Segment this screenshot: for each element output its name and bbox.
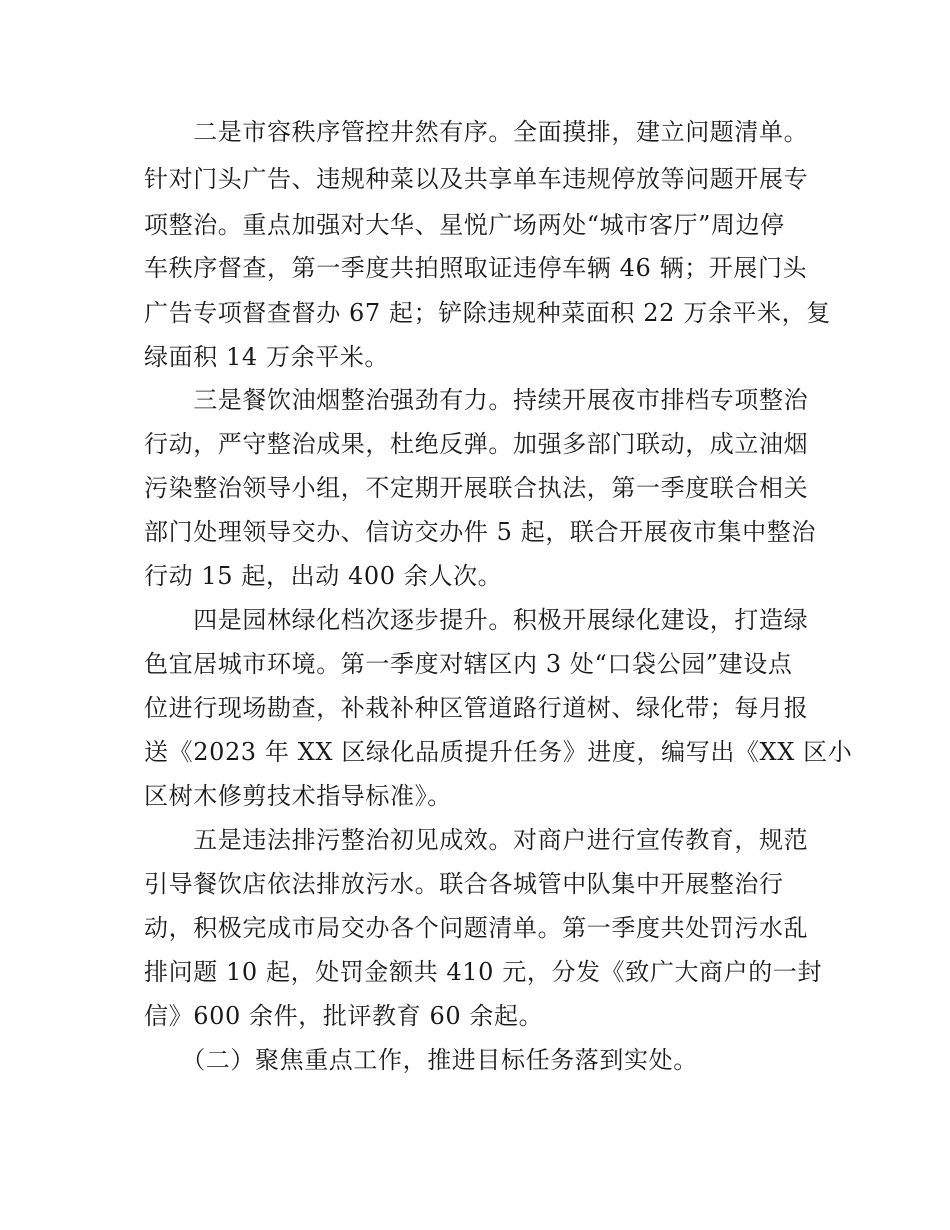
text-line: 位进行现场勘查，补栽补种区管道路行道树、绿化带；每月报 [144, 694, 809, 722]
text-line: 绿面积 14 万余平米。 [144, 343, 389, 371]
text-line: 信》600 余件，批评教育 60 余起。 [144, 1002, 544, 1030]
text-line: 项整治。重点加强对大华、星悦广场两处“城市客厅”周边停 [144, 211, 785, 239]
text-line: 四是园林绿化档次逐步提升。积极开展绿化建设，打造绿 [144, 606, 809, 634]
text-line: 行动，严守整治成果，杜绝反弹。加强多部门联动，成立油烟 [144, 430, 809, 458]
text-line: 引导餐饮店依法排放污水。联合各城管中队集中开展整治行 [144, 870, 784, 898]
text-line: 区树木修剪技术指导标准》。 [144, 782, 452, 810]
text-line: 三是餐饮油烟整治强劲有力。持续开展夜市排档专项整治 [144, 386, 809, 414]
text-line: 污染整治领导小组，不定期开展联合执法，第一季度联合相关 [144, 474, 809, 502]
section-heading: （二）聚焦重点工作，推进目标任务落到实处。 [144, 1046, 698, 1074]
text-line: 行动 15 起，出动 400 余人次。 [144, 562, 503, 590]
text-line: 动，积极完成市局交办各个问题清单。第一季度共处罚污水乱 [144, 914, 809, 942]
text-line: 色宜居城市环境。第一季度对辖区内 3 处“口袋公园”建设点 [144, 650, 793, 678]
text-line: 车秩序督查，第一季度共拍照取证违停车辆 46 辆；开展门头 [144, 254, 808, 282]
text-line: 广告专项督查督办 67 起；铲除违规种菜面积 22 万余平米，复 [144, 299, 831, 327]
text-line: 五是违法排污整治初见成效。对商户进行宣传教育，规范 [144, 826, 809, 854]
text-line: 针对门头广告、违规种菜以及共享单车违规停放等问题开展专 [144, 165, 809, 193]
text-line: 二是市容秩序管控井然有序。全面摸排，建立问题清单。 [144, 118, 809, 146]
text-line: 送《2023 年 XX 区绿化品质提升任务》进度，编写出《XX 区小 [144, 738, 853, 766]
text-line: 部门处理领导交办、信访交办件 5 起，联合开展夜市集中整治 [144, 518, 816, 546]
text-line: 排问题 10 起，处罚金额共 410 元，分发《致广大商户的一封 [144, 958, 823, 986]
